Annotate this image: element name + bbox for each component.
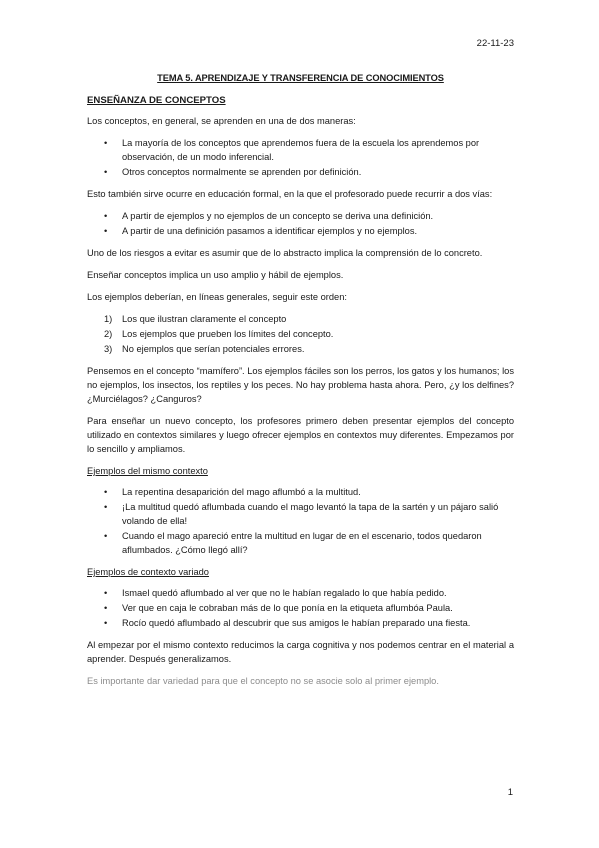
teaching-paragraph: Enseñar conceptos implica un uso amplio y hábil de ejemplos.: [87, 270, 344, 280]
list-item: [87, 342, 514, 356]
bullet-icon: •: [104, 167, 108, 177]
list-item-text: Cuando el mago apareció entre la multitud en lugar de en el escenario, todos quedaron aflumbados. ¿Cómo llegó allí?: [122, 531, 482, 555]
list-item-text: A partir de una definición pasamos a identificar ejemplos y no ejemplos.: [122, 226, 418, 236]
bullet-icon: •: [104, 502, 108, 512]
document-body: [87, 71, 514, 696]
list-item-text: ¡La multitud quedó aflumbada cuando el mago levantó la tapa de la sartén y un pájaro salió volando de ella!: [122, 502, 499, 526]
list-number: 3): [104, 344, 113, 354]
document-title: TEMA 5. APRENDIZAJE Y TRANSFERENCIA DE CONOCIMIENTOS: [157, 73, 444, 83]
list-item-text: Ismael quedó aflumbado al ver que no le habían regalado lo que había pedido.: [122, 588, 447, 598]
bullet-icon: •: [104, 588, 108, 598]
same-context-list: [87, 485, 514, 557]
bullet-icon: •: [104, 531, 108, 541]
list-item-text: No ejemplos que serían potenciales errores.: [122, 344, 305, 354]
bullet-icon: •: [104, 211, 108, 221]
list-item: [87, 327, 514, 341]
list-item: [87, 485, 514, 499]
varied-context-heading: Ejemplos de contexto variado: [87, 567, 209, 577]
same-context-heading: Ejemplos del mismo contexto: [87, 466, 208, 476]
list-item: [87, 209, 514, 223]
list-item: [87, 529, 514, 557]
order-intro-paragraph: Los ejemplos deberían, en líneas generales, seguir este orden:: [87, 292, 347, 302]
varied-context-list: [87, 586, 514, 630]
list-item-text: Otros conceptos normalmente se aprenden por definición.: [122, 167, 362, 177]
formal-list: [87, 209, 514, 238]
bullet-icon: •: [104, 138, 108, 148]
risk-paragraph: Uno de los riesgos a evitar es asumir que de lo abstracto implica la comprensión de lo concreto.: [87, 248, 483, 258]
list-item-text: Rocío quedó aflumbado al descubrir que sus amigos le habían preparado una fiesta.: [122, 618, 471, 628]
document-date: 22-11-23: [476, 38, 514, 49]
list-item: [87, 500, 514, 528]
bullet-icon: •: [104, 226, 108, 236]
order-list: [87, 312, 514, 356]
new-concept-paragraph: Para enseñar un nuevo concepto, los profesores primero deben presentar ejemplos del concepto utilizado en contextos similares y luego ofrecer ejemplos en contextos muy diferentes. Empezamos por lo sencillo y ampliamos.: [87, 416, 514, 454]
list-item-text: Ver que en caja le cobraban más de lo que ponía en la etiqueta aflumbóa Paula.: [122, 603, 453, 613]
list-item: [87, 586, 514, 600]
mammal-paragraph: Pensemos en el concepto “mamífero”. Los ejemplos fáciles son los perros, los gatos y los humanos; los no ejemplos, los insectos, los reptiles y los peces. No hay problema hasta ahora. Pero, ¿y los delfines? ¿Murciélagos? ¿Canguros?: [87, 366, 514, 404]
list-item: [87, 224, 514, 238]
bullet-icon: •: [104, 618, 108, 628]
list-item-text: A partir de ejemplos y no ejemplos de un concepto se deriva una definición.: [122, 211, 434, 221]
list-item: [87, 165, 514, 179]
intro-paragraph: Los conceptos, en general, se aprenden en una de dos maneras:: [87, 116, 356, 126]
list-item-text: Los que ilustran claramente el concepto: [122, 314, 287, 324]
list-item: [87, 601, 514, 615]
intro-list: [87, 136, 514, 179]
list-item: [87, 312, 514, 326]
bullet-icon: •: [104, 603, 108, 613]
conclusion-paragraph: Al empezar por el mismo contexto reducimos la carga cognitiva y nos podemos centrar en el material a aprender. Después generalizamos.: [87, 640, 514, 664]
page-number: 1: [507, 787, 513, 798]
section-heading: ENSEÑANZA DE CONCEPTOS: [87, 95, 226, 106]
list-item: [87, 136, 514, 164]
list-item-text: La mayoría de los conceptos que aprendemos fuera de la escuela los aprendemos por observación, de un modo inferencial.: [122, 138, 480, 162]
formal-education-paragraph: Esto también sirve ocurre en educación formal, en la que el profesorado puede recurrir a dos vías:: [87, 189, 493, 199]
bullet-icon: •: [104, 487, 108, 497]
list-number: 2): [104, 329, 113, 339]
note-paragraph: Es importante dar variedad para que el concepto no se asocie solo al primer ejemplo.: [87, 676, 439, 686]
list-number: 1): [104, 314, 113, 324]
list-item-text: La repentina desaparición del mago aflumbó a la multitud.: [122, 487, 361, 497]
list-item: [87, 616, 514, 630]
list-item-text: Los ejemplos que prueben los límites del concepto.: [122, 329, 334, 339]
